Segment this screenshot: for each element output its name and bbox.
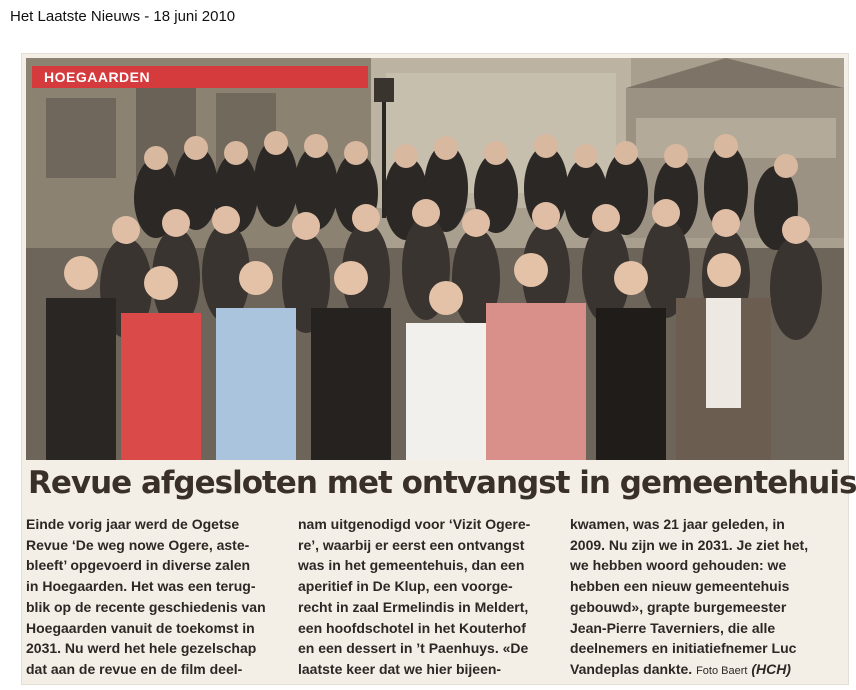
- text-line: was in het gemeentehuis, dan een: [298, 557, 525, 574]
- text-line: hebben een nieuw gemeentehuis: [570, 578, 790, 595]
- article-column-2: [298, 514, 560, 680]
- group-photo: [26, 58, 844, 460]
- text-line: laatste keer dat we hier bijeen-: [298, 660, 502, 677]
- text-line: nam uitgenodigd voor ‘Vizit Ogere-: [298, 516, 531, 532]
- text-line: in Hoegaarden. Het was een terug-: [26, 578, 256, 595]
- text-line: deelnemers en initiatiefnemer Luc: [570, 640, 797, 657]
- text-line: Einde vorig jaar werd de Ogetse: [26, 516, 240, 532]
- text-line: bleeft’ opgevoerd in diverse zalen: [26, 557, 251, 574]
- text-line: aperitief in De Klup, een voorge-: [298, 578, 513, 595]
- headline: Revue afgesloten met ontvangst in gemeentehuis: [28, 465, 856, 501]
- section-kicker: HOEGAARDEN: [32, 66, 368, 88]
- text-line: kwamen, was 21 jaar geleden, in: [570, 516, 785, 532]
- text-line: 2031. Nu werd het hele gezelschap: [26, 640, 257, 657]
- article-column-1: [26, 514, 288, 680]
- text-line: blik op de recente geschiedenis van: [26, 598, 266, 615]
- text-line: recht in zaal Ermelindis in Meldert,: [298, 598, 529, 615]
- source-line: Het Laatste Nieuws - 18 juni 2010: [10, 8, 236, 25]
- text-line: dat aan de revue en de film deel-: [26, 660, 243, 677]
- text-line: we hebben woord gehouden: we: [570, 557, 787, 574]
- text-line: en een dessert in ’t Paenhuys. «De: [298, 640, 529, 657]
- article-column-3: [570, 514, 832, 682]
- newspaper-clipping: [22, 54, 856, 684]
- text-line-final: [570, 659, 832, 682]
- text-line: re’, waarbij er eerst een ontvangst: [298, 536, 525, 553]
- text-line: Revue ‘De weg nowe Ogere, aste-: [26, 536, 250, 553]
- text-line: Jean-Pierre Taverniers, die alle: [570, 619, 776, 636]
- photo-credit: Foto Baert: [696, 664, 748, 677]
- article-body: [26, 514, 844, 678]
- text-line: een hoofdschotel in het Kouterhof: [298, 619, 526, 636]
- text-line: gebouwd», grapte burgemeester: [570, 598, 787, 615]
- closing-text: Vandeplas dankte.: [570, 660, 693, 677]
- text-line: 2009. Nu zijn we in 2031. Je ziet het,: [570, 536, 809, 553]
- text-line: Hoegaarden vanuit de toekomst in: [26, 619, 255, 636]
- author-initials: (HCH): [751, 660, 791, 677]
